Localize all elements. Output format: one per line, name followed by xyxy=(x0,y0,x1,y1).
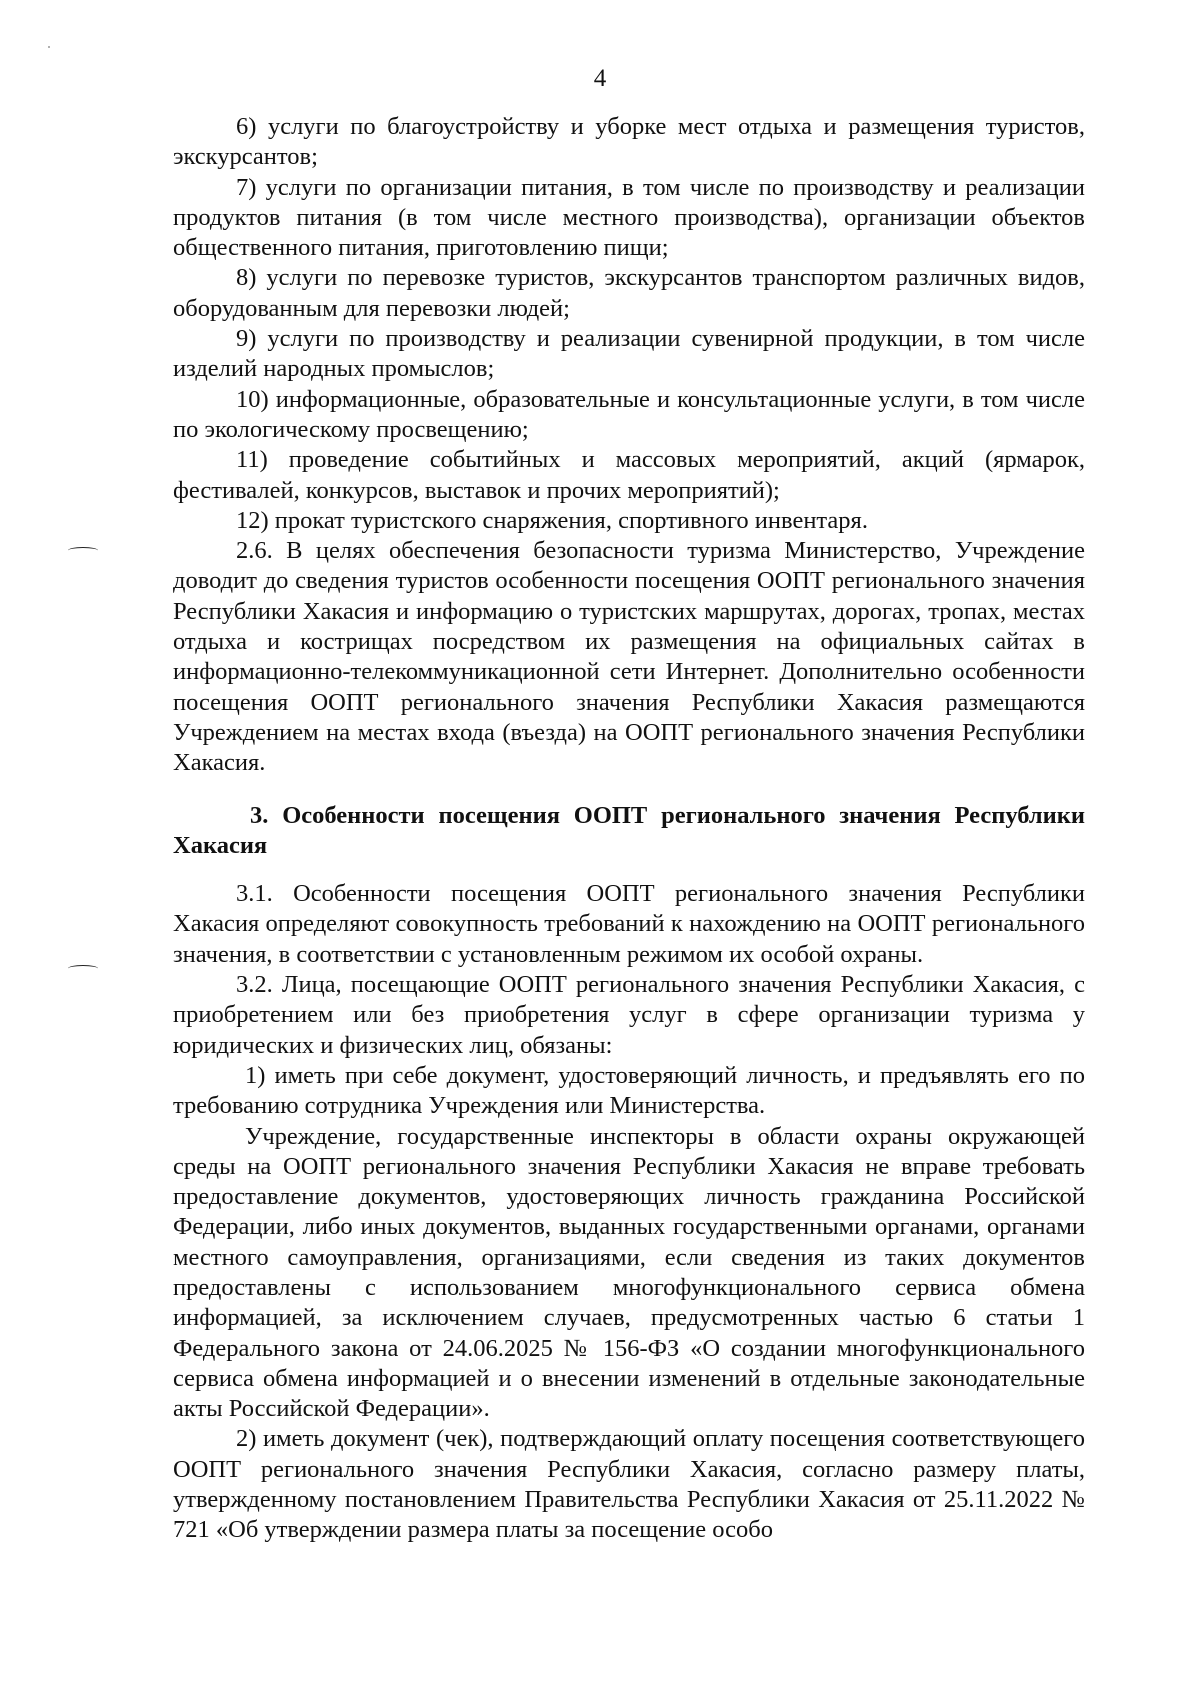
document-body xyxy=(173,112,1085,1546)
list-item: 9) услуги по производству и реализации сувенирной продукции, в том числе изделий народных промыслов; xyxy=(173,325,1085,383)
list-item: 6) услуги по благоустройству и уборке мест отдыха и размещения туристов, экскурсантов; xyxy=(173,113,1085,171)
paragraph-2-6: 2.6. В целях обеспечения безопасности туризма Министерство, Учреждение доводит до сведения туристов особенности посещения ООПТ регионального значения Республики Хакасия и информацию о туристских маршрутах, дорогах, тропах, местах отдыха и кострищах посредством их размещения на официальных сайтах в информационно-телекоммуникационной сети Интернет. Дополнительно особенности посещения ООПТ регионального значения Республики Хакасия размещаются Учреждением на местах входа (въезда) на ООПТ регионального значения Республики Хакасия. xyxy=(173,537,1085,777)
paragraph-3-1: 3.1. Особенности посещения ООПТ регионального значения Республики Хакасия определяют совокупность требований к нахождению на ООПТ регионального значения, в соответствии с установленным режимом их особой охраны. xyxy=(173,880,1085,968)
list-item: 12) прокат туристского снаряжения, спортивного инвентаря. xyxy=(236,506,868,534)
list-item: 2) иметь документ (чек), подтверждающий оплату посещения соответствующего ООПТ регионального значения Республики Хакасия, согласно размеру платы, утвержденному постановлением Правительства Республики Хакасия от 25.11.2022 № 721 «Об утверждении размера платы за посещение особо xyxy=(173,1425,1085,1544)
list-item: 7) услуги по организации питания, в том числе по производству и реализации продуктов питания (в том числе местного производства), организации объектов общественного питания, приготовлению пищи; xyxy=(173,173,1085,262)
section-heading: 3. Особенности посещения ООПТ регионального значения Республики Хакасия xyxy=(173,801,1085,859)
paragraph-note: Учреждение, государственные инспекторы в области охраны окружающей среды на ООПТ регионального значения Республики Хакасия не вправе требовать предоставление документов, удостоверяющих личность гражданина Российской Федерации, либо иных документов, выданных государственными органами, органами местного самоуправления, организациями, если сведения из таких документов предоставлены с использованием многофункционального сервиса обмена информацией, за исключением случаев, предусмотренных частью 6 статьи 1 Федерального закона от 24.06.2025 № 156-ФЗ «О создании многофункционального сервиса обмена информацией и о внесении изменений в отдельные законодательные акты Российской Федерации». xyxy=(173,1122,1085,1423)
list-item: 1) иметь при себе документ, удостоверяющий личность, и предъявлять его по требованию сотрудника Учреждения или Министерства. xyxy=(173,1061,1085,1120)
scan-speck xyxy=(48,46,50,48)
punch-hole-mark xyxy=(68,965,98,972)
list-item: 10) информационные, образовательные и консультационные услуги, в том числе по экологическому просвещению; xyxy=(173,385,1085,443)
page-number: 4 xyxy=(593,65,607,92)
punch-hole-mark xyxy=(68,547,98,554)
paragraph-3-2: 3.2. Лица, посещающие ООПТ регионального значения Республики Хакасия, с приобретением или без приобретения услуг в сфере организации туризма у юридических и физических лиц, обязаны: xyxy=(173,971,1085,1059)
list-item: 11) проведение событийных и массовых мероприятий, акций (ярмарок, фестивалей, конкурсов, выставок и прочих мероприятий); xyxy=(173,446,1085,504)
list-item: 8) услуги по перевозке туристов, экскурсантов транспортом различных видов, оборудованным для перевозки людей; xyxy=(173,264,1085,322)
